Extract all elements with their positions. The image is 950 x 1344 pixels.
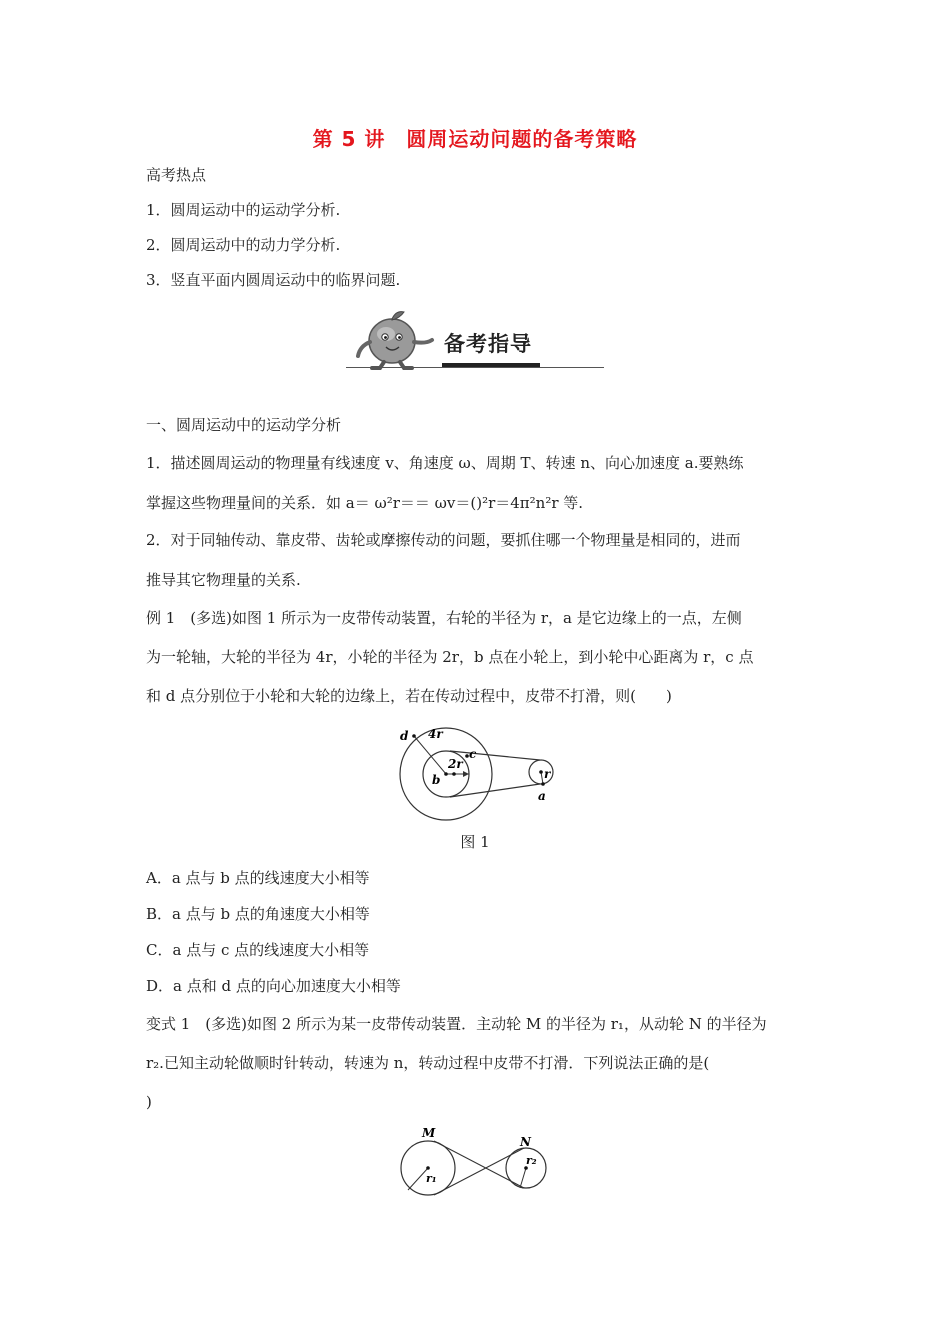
option-a: A．a 点与 b 点的线速度大小相等 [146,869,370,887]
page-title: 第 5 讲 圆周运动问题的备考策略 [312,127,638,151]
badge-divider [346,367,604,368]
label-a: a [538,789,546,803]
example-line: 例 1 (多选)如图 1 所示为一皮带传动装置，右轮的半径为 r，a 是它边缘上的一点，左侧 [146,609,742,627]
radius-r [541,772,543,784]
paragraph-line: 1．描述圆周运动的物理量有线速度 v、角速度 ω、周期 T、转速 n、向心加速度 a.要熟练 [146,454,744,472]
badge-label: 备考指导 [444,332,532,356]
section-heading: 一、圆周运动中的运动学分析 [146,416,342,434]
hot-topics-heading: 高考热点 [146,166,207,184]
hot-topic-item: 3．竖直平面内圆周运动中的临界问题. [146,271,401,289]
label-r1: r₁ [426,1172,437,1185]
example-line: 为一轮轴，大轮的半径为 4r，小轮的半径为 2r，b 点在小轮上，到小轮中心距离为 r，c 点 [146,648,754,666]
label-b: b [432,773,441,787]
paragraph-line: 2．对于同轴传动、靠皮带、齿轮或摩擦传动的问题，要抓住哪一个物理量是相同的，进而 [146,531,741,549]
label-d: d [400,729,409,743]
guide-badge [346,306,604,372]
belt-bottom [450,784,540,797]
radius-r2 [520,1168,526,1188]
label-c: c [469,747,477,761]
option-b: B．a 点与 b 点的角速度大小相等 [146,905,370,923]
label-n: N [520,1135,531,1149]
radius-4r [414,736,446,774]
paragraph-line: 掌握这些物理量间的关系．如 a＝ ω²r＝＝ ωv＝()²r＝4π²n²r 等. [146,494,584,512]
figure-1-caption: 图 1 [460,833,490,851]
label-m: M [422,1126,436,1140]
variant-line: 变式 1 (多选)如图 2 所示为某一皮带传动装置．主动轮 M 的半径为 r₁，从动轮 N 的半径为 [146,1015,767,1033]
belt-cross-2 [434,1148,524,1195]
label-r2: r₂ [526,1154,537,1167]
mascot-icon [346,306,442,372]
belt-cross-1 [434,1141,524,1188]
figure-1-belt-drive [392,722,562,844]
label-2r: 2r [448,757,463,771]
label-r: r [544,767,551,781]
option-c: C．a 点与 c 点的线速度大小相等 [146,941,370,959]
hot-topic-item: 2．圆周运动中的动力学分析. [146,236,341,254]
variant-line: r₂.已知主动轮做顺时针转动，转速为 n，转动过程中皮带不打滑．下列说法正确的是( [146,1054,710,1072]
label-4r: 4r [428,727,443,741]
variant-line: ) [146,1093,152,1111]
option-d: D．a 点和 d 点的向心加速度大小相等 [146,977,401,995]
example-line: 和 d 点分别位于小轮和大轮的边缘上，若在传动过程中，皮带不打滑，则( ) [146,687,672,705]
paragraph-line: 推导其它物理量的关系. [146,571,301,589]
radius-r1 [408,1168,428,1190]
figure-2-crossed-belt [398,1124,556,1196]
hot-topic-item: 1．圆周运动中的运动学分析. [146,201,341,219]
